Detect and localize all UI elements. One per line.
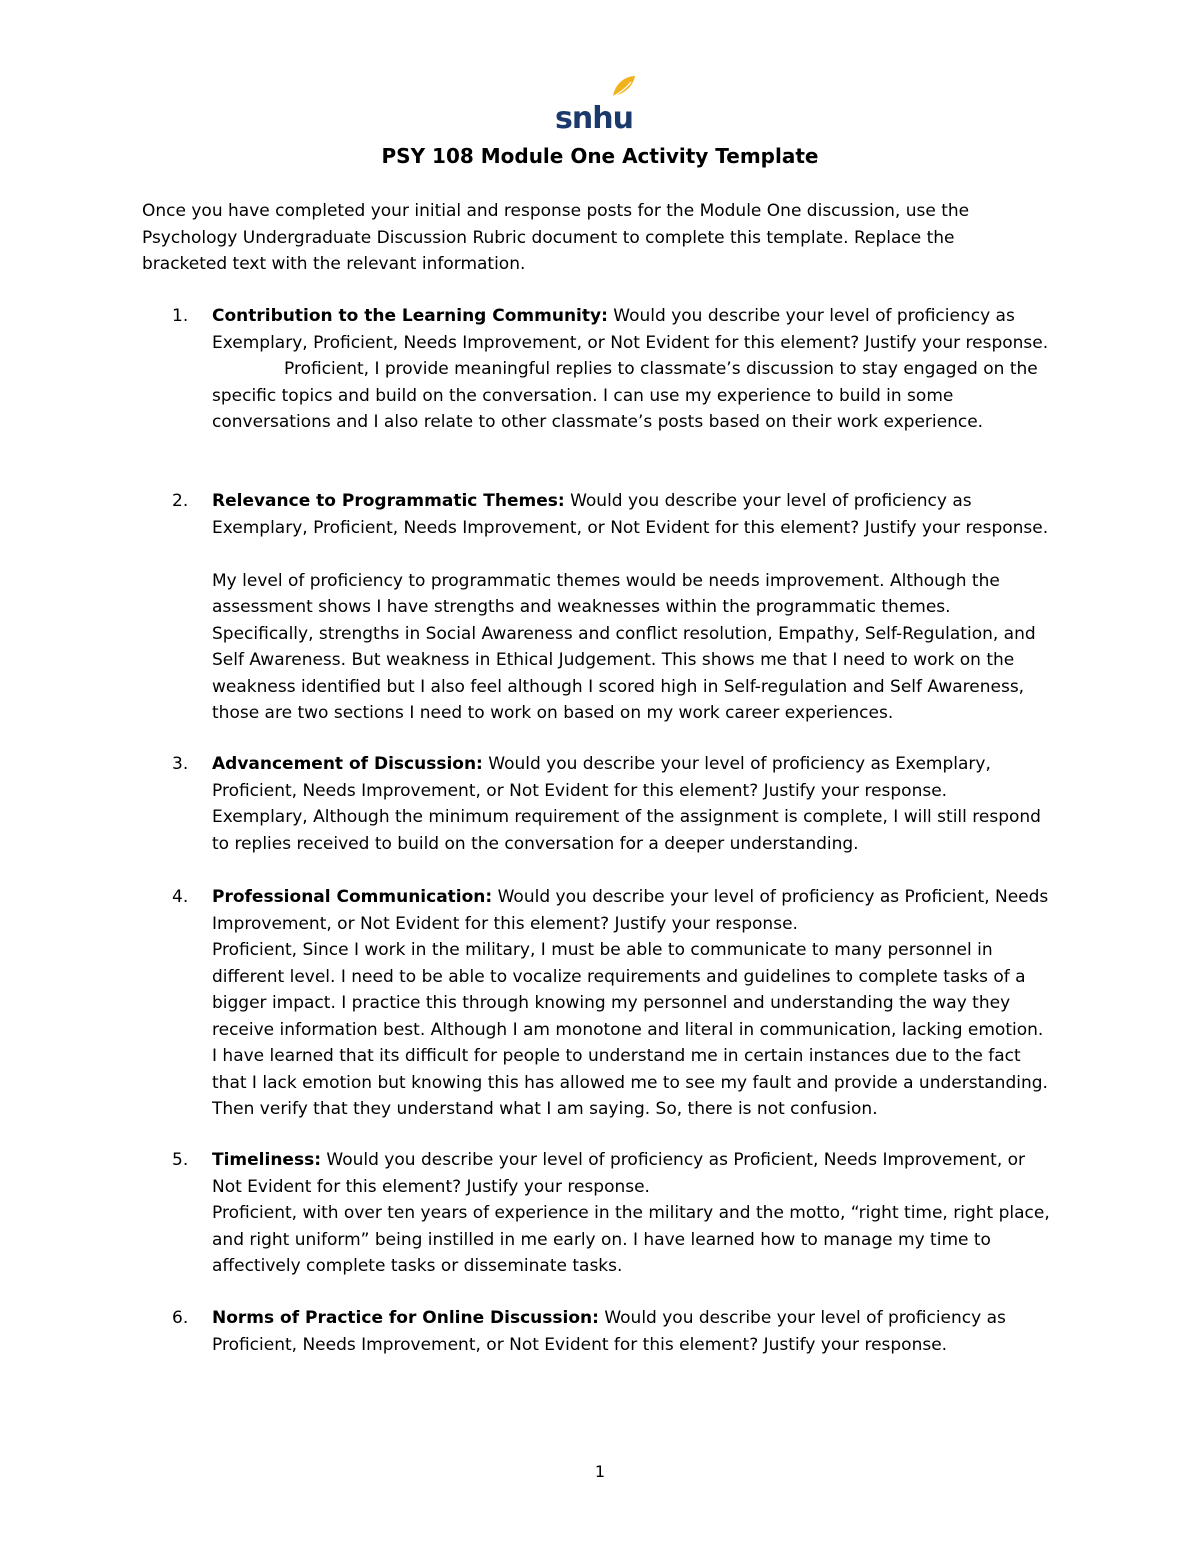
item-question-text: Would you describe your level of proficiency as Exemplary, Proficient, Needs Improvement, or Not Evident for this element? Justify your response. xyxy=(212,491,1049,538)
item-number: 2. xyxy=(172,491,189,511)
item-number: 4. xyxy=(172,887,189,907)
list-item-contribution xyxy=(142,303,1062,436)
item-question xyxy=(212,488,1052,541)
item-question-text: Would you describe your level of proficiency as Proficient, Needs Improvement, or Not Evident for this element? Justify your response. xyxy=(212,1308,1006,1355)
item-label: Timeliness: xyxy=(212,1150,321,1170)
item-question-text: Would you describe your level of proficiency as Proficient, Needs Improvement, or Not Evident for this element? Justify your response. xyxy=(212,887,1049,934)
item-label: Professional Communication: xyxy=(212,887,493,907)
item-number: 5. xyxy=(172,1150,189,1170)
item-label: Advancement of Discussion: xyxy=(212,754,483,774)
item-response: Exemplary, Although the minimum requirement of the assignment is complete, I will still respond to replies received to build on the conversation for a deeper understanding. xyxy=(212,807,1041,854)
item-question-text: Would you describe your level of proficiency as Exemplary, Proficient, Needs Improvement, or Not Evident for this element? Justify your response. xyxy=(212,754,991,801)
item-label: Norms of Practice for Online Discussion: xyxy=(212,1308,599,1328)
item-response: Proficient, Since I work in the military, I must be able to communicate to many personnel in different level. I need to be able to vocalize requirements and guidelines to complete tasks of a bigger impact. I practice this through knowing my personnel and understanding the way they receive information best. Although I am monotone and literal in communication, lacking emotion. I have learned that its difficult for people to understand me in certain instances due to the fact that I lack emotion but knowing this has allowed me to see my fault and provide a understanding. Then verify that they understand what I am saying. So, there is not confusion. xyxy=(212,940,1048,1119)
page-number: 1 xyxy=(594,1462,606,1481)
item-label: Relevance to Programmatic Themes: xyxy=(212,491,565,511)
item-question xyxy=(212,1305,1052,1358)
document-title: PSY 108 Module One Activity Template xyxy=(381,144,819,168)
item-question xyxy=(212,884,1052,937)
item-number: 3. xyxy=(172,754,189,774)
item-number: 6. xyxy=(172,1308,189,1328)
svg-text:snhu: snhu xyxy=(555,101,633,132)
list-item-norms xyxy=(142,1305,1062,1358)
list-item-timeliness xyxy=(142,1147,1062,1280)
item-question xyxy=(212,303,1052,356)
item-question-text: Would you describe your level of proficiency as Exemplary, Proficient, Needs Improvement, or Not Evident for this element? Justify your response. xyxy=(212,306,1049,353)
list-item-advancement xyxy=(142,751,1062,857)
list-item-communication xyxy=(142,884,1062,1123)
item-number: 1. xyxy=(172,306,189,326)
item-response: Proficient, I provide meaningful replies to classmate’s discussion to stay engaged on the specific topics and build on the conversation. I can use my experience to build in some conversations and I also relate to other classmate’s posts based on their work experience. xyxy=(212,359,1038,432)
item-response: My level of proficiency to programmatic themes would be needs improvement. Although the assessment shows I have strengths and weaknesses within the programmatic themes. Specifically, strengths in Social Awareness and conflict resolution, Empathy, Self-Regulation, and Self Awareness. But weakness in Ethical Judgement. This shows me that I need to work on the weakness identified but I also feel although I scored high in Self-regulation and Self Awareness, those are two sections I need to work on based on my work career experiences. xyxy=(212,570,1036,723)
item-question xyxy=(212,1147,1052,1200)
item-label: Contribution to the Learning Community: xyxy=(212,306,608,326)
snhu-logo xyxy=(555,72,639,132)
item-response: Proficient, with over ten years of experience in the military and the motto, “right time, right place, and right uniform” being instilled in me early on. I have learned how to manage my time to affectively complete tasks or disseminate tasks. xyxy=(212,1203,1050,1276)
item-question xyxy=(212,751,1052,804)
item-question-text: Would you describe your level of proficiency as Proficient, Needs Improvement, or Not Evident for this element? Justify your response. xyxy=(212,1150,1026,1197)
intro-paragraph: Once you have completed your initial and response posts for the Module One discussion, use the Psychology Undergraduate Discussion Rubric document to complete this template. Replace the bracketed text with the relevant information. xyxy=(142,201,970,274)
list-item-relevance xyxy=(142,488,1062,727)
